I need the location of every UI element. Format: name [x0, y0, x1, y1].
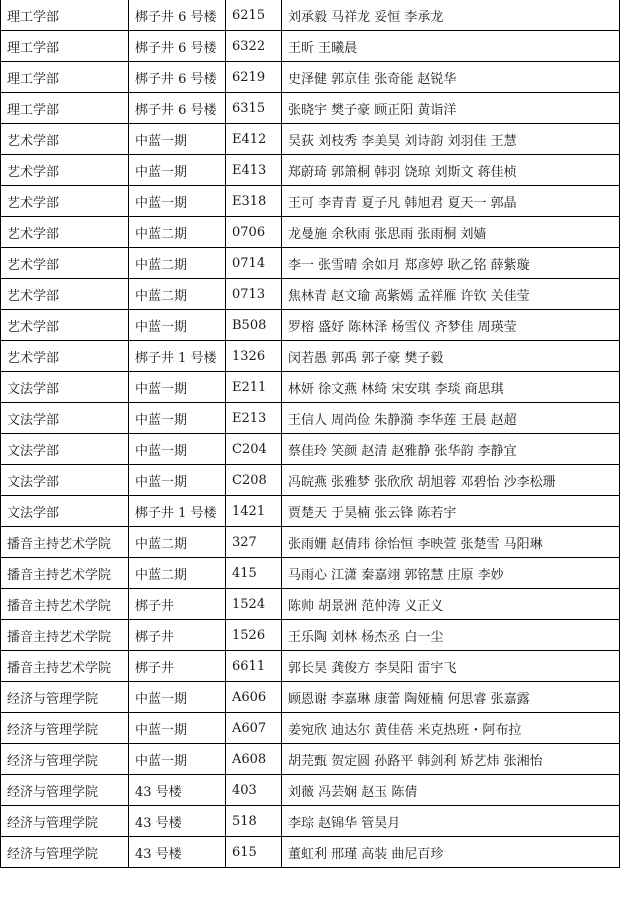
residents-cell: 李一 张雪晴 余如月 郑彦婷 耿乙铭 薛紫璇 — [282, 248, 620, 279]
residents-cell: 林妍 徐文燕 林绮 宋安琪 李琰 商思琪 — [282, 372, 620, 403]
room-number-cell: 1526 — [226, 620, 282, 651]
faculty-cell: 文法学部 — [1, 372, 129, 403]
building-cell: 中蓝一期 — [129, 403, 226, 434]
room-number-cell: C208 — [226, 465, 282, 496]
faculty-cell: 理工学部 — [1, 31, 129, 62]
residents-cell: 贾楚天 于昊楠 张云锋 陈若宇 — [282, 496, 620, 527]
room-number-cell: 415 — [226, 558, 282, 589]
table-row — [1, 806, 620, 837]
faculty-cell: 经济与管理学院 — [1, 775, 129, 806]
table-row — [1, 496, 620, 527]
room-number-cell: A606 — [226, 682, 282, 713]
faculty-cell: 经济与管理学院 — [1, 682, 129, 713]
table-row — [1, 620, 620, 651]
table-row — [1, 341, 620, 372]
building-cell: 中蓝一期 — [129, 186, 226, 217]
building-cell: 梆子井 — [129, 651, 226, 682]
residents-cell: 郭长昊 龚俊方 李昊阳 雷宇飞 — [282, 651, 620, 682]
table-row — [1, 279, 620, 310]
building-cell: 梆子井 1 号楼 — [129, 496, 226, 527]
residents-cell: 董虹利 邢瑾 高装 曲尼百珍 — [282, 837, 620, 868]
faculty-cell: 经济与管理学院 — [1, 713, 129, 744]
faculty-cell: 艺术学部 — [1, 341, 129, 372]
residents-cell: 吴荻 刘枝秀 李美昊 刘诗韵 刘羽佳 王慧 — [282, 124, 620, 155]
building-cell: 中蓝一期 — [129, 465, 226, 496]
residents-cell: 王信人 周尚俭 朱静漪 李华莲 王晨 赵超 — [282, 403, 620, 434]
faculty-cell: 文法学部 — [1, 465, 129, 496]
room-number-cell: 1326 — [226, 341, 282, 372]
room-number-cell: 403 — [226, 775, 282, 806]
table-row — [1, 93, 620, 124]
building-cell: 梆子井 6 号楼 — [129, 0, 226, 31]
faculty-cell: 播音主持艺术学院 — [1, 527, 129, 558]
building-cell: 梆子井 — [129, 620, 226, 651]
faculty-cell: 艺术学部 — [1, 155, 129, 186]
table-row — [1, 434, 620, 465]
table-row — [1, 248, 620, 279]
faculty-cell: 经济与管理学院 — [1, 806, 129, 837]
building-cell: 中蓝一期 — [129, 310, 226, 341]
table-row — [1, 744, 620, 775]
residents-cell: 王昕 王曦晨 — [282, 31, 620, 62]
room-number-cell: E318 — [226, 186, 282, 217]
faculty-cell: 文法学部 — [1, 496, 129, 527]
room-number-cell: 6315 — [226, 93, 282, 124]
residents-cell: 马雨心 江潇 秦嘉翊 郭铭慧 庄原 李妙 — [282, 558, 620, 589]
residents-cell: 闵若愚 郭禹 郭子豪 樊子毅 — [282, 341, 620, 372]
faculty-cell: 理工学部 — [1, 93, 129, 124]
building-cell: 中蓝一期 — [129, 372, 226, 403]
room-number-cell: A607 — [226, 713, 282, 744]
table-row — [1, 0, 620, 31]
room-number-cell: 1421 — [226, 496, 282, 527]
table-row — [1, 837, 620, 868]
faculty-cell: 理工学部 — [1, 62, 129, 93]
faculty-cell: 艺术学部 — [1, 186, 129, 217]
residents-cell: 罗榕 盛妤 陈林泽 杨雪仪 齐梦佳 周瑛莹 — [282, 310, 620, 341]
building-cell: 中蓝一期 — [129, 155, 226, 186]
building-cell: 中蓝二期 — [129, 527, 226, 558]
room-number-cell: 0713 — [226, 279, 282, 310]
faculty-cell: 文法学部 — [1, 434, 129, 465]
faculty-cell: 播音主持艺术学院 — [1, 620, 129, 651]
residents-cell: 龙曼施 余秋雨 张思雨 张雨桐 刘嫱 — [282, 217, 620, 248]
table-row — [1, 651, 620, 682]
faculty-cell: 播音主持艺术学院 — [1, 651, 129, 682]
table-row — [1, 775, 620, 806]
faculty-cell: 播音主持艺术学院 — [1, 589, 129, 620]
building-cell: 中蓝一期 — [129, 434, 226, 465]
residents-cell: 史泽健 郭京佳 张奇能 赵锐华 — [282, 62, 620, 93]
room-number-cell: 6215 — [226, 0, 282, 31]
building-cell: 中蓝一期 — [129, 124, 226, 155]
room-number-cell: E413 — [226, 155, 282, 186]
residents-cell: 王可 李青青 夏子凡 韩旭君 夏天一 郭晶 — [282, 186, 620, 217]
dormitory-table-body — [1, 0, 620, 868]
table-row — [1, 465, 620, 496]
table-row — [1, 527, 620, 558]
room-number-cell: 615 — [226, 837, 282, 868]
room-number-cell: 1524 — [226, 589, 282, 620]
building-cell: 43 号楼 — [129, 837, 226, 868]
building-cell: 中蓝二期 — [129, 248, 226, 279]
room-number-cell: C204 — [226, 434, 282, 465]
table-row — [1, 713, 620, 744]
room-number-cell: 0706 — [226, 217, 282, 248]
room-number-cell: E213 — [226, 403, 282, 434]
faculty-cell: 艺术学部 — [1, 124, 129, 155]
faculty-cell: 经济与管理学院 — [1, 837, 129, 868]
table-row — [1, 155, 620, 186]
faculty-cell: 经济与管理学院 — [1, 744, 129, 775]
building-cell: 43 号楼 — [129, 806, 226, 837]
table-row — [1, 186, 620, 217]
residents-cell: 刘承毅 马祥龙 妥恒 李承龙 — [282, 0, 620, 31]
residents-cell: 王乐陶 刘林 杨杰丞 白一尘 — [282, 620, 620, 651]
room-number-cell: 6219 — [226, 62, 282, 93]
room-number-cell: 327 — [226, 527, 282, 558]
room-number-cell: 0714 — [226, 248, 282, 279]
table-row — [1, 558, 620, 589]
table-row — [1, 31, 620, 62]
table-row — [1, 682, 620, 713]
room-number-cell: E211 — [226, 372, 282, 403]
residents-cell: 张雨姗 赵倩玮 徐怡恒 李映萱 张楚雪 马阳琳 — [282, 527, 620, 558]
building-cell: 梆子井 — [129, 589, 226, 620]
building-cell: 中蓝一期 — [129, 682, 226, 713]
building-cell: 梆子井 6 号楼 — [129, 31, 226, 62]
residents-cell: 郑蔚琦 郭箫桐 韩羽 饶琼 刘斯文 蒋佳桢 — [282, 155, 620, 186]
faculty-cell: 艺术学部 — [1, 217, 129, 248]
building-cell: 中蓝二期 — [129, 279, 226, 310]
faculty-cell: 文法学部 — [1, 403, 129, 434]
building-cell: 43 号楼 — [129, 775, 226, 806]
table-row — [1, 403, 620, 434]
building-cell: 梆子井 6 号楼 — [129, 62, 226, 93]
residents-cell: 姜宛欣 迪达尔 黄佳蓓 米克热班・阿布拉 — [282, 713, 620, 744]
residents-cell: 顾恩谢 李嘉琳 康蕾 陶娅楠 何思睿 张嘉露 — [282, 682, 620, 713]
residents-cell: 刘薇 冯芸娴 赵玉 陈倩 — [282, 775, 620, 806]
building-cell: 梆子井 1 号楼 — [129, 341, 226, 372]
residents-cell: 焦林青 赵文瑜 高紫嫣 孟祥雁 许钦 关佳莹 — [282, 279, 620, 310]
residents-cell: 胡芫甄 贺定圆 孙路平 韩剑利 矫艺炜 张湘怡 — [282, 744, 620, 775]
room-number-cell: 518 — [226, 806, 282, 837]
building-cell: 中蓝一期 — [129, 713, 226, 744]
building-cell: 中蓝二期 — [129, 558, 226, 589]
residents-cell: 李琮 赵锦华 管昊月 — [282, 806, 620, 837]
room-number-cell: B508 — [226, 310, 282, 341]
faculty-cell: 艺术学部 — [1, 279, 129, 310]
residents-cell: 冯皖燕 张雅梦 张欣欣 胡旭蓉 邓碧怡 沙李松珊 — [282, 465, 620, 496]
residents-cell: 陈帅 胡景洲 范仲涛 义正义 — [282, 589, 620, 620]
table-row — [1, 217, 620, 248]
building-cell: 中蓝二期 — [129, 217, 226, 248]
residents-cell: 张晓宇 樊子豪 顾正阳 黄诣洋 — [282, 93, 620, 124]
room-number-cell: 6611 — [226, 651, 282, 682]
room-number-cell: 6322 — [226, 31, 282, 62]
table-row — [1, 372, 620, 403]
faculty-cell: 艺术学部 — [1, 248, 129, 279]
table-row — [1, 124, 620, 155]
faculty-cell: 理工学部 — [1, 0, 129, 31]
table-row — [1, 310, 620, 341]
room-number-cell: A608 — [226, 744, 282, 775]
table-row — [1, 589, 620, 620]
faculty-cell: 播音主持艺术学院 — [1, 558, 129, 589]
building-cell: 梆子井 6 号楼 — [129, 93, 226, 124]
residents-cell: 蔡佳玲 笑颜 赵清 赵雅静 张华韵 李静宜 — [282, 434, 620, 465]
faculty-cell: 艺术学部 — [1, 310, 129, 341]
table-row — [1, 62, 620, 93]
room-number-cell: E412 — [226, 124, 282, 155]
building-cell: 中蓝一期 — [129, 744, 226, 775]
